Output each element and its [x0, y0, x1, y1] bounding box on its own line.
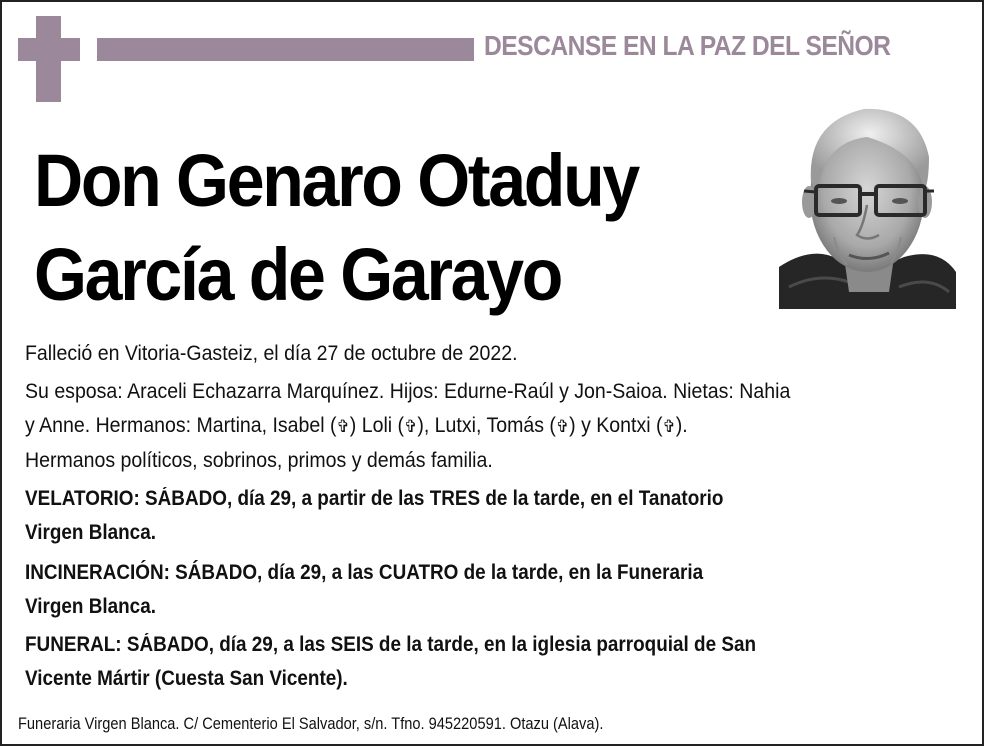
family-line-1: Su esposa: Araceli Echazarra Marquínez. Hijos: Edurne-Raúl y Jon-Saioa. Nietas: Nahia — [25, 380, 791, 403]
death-line: Falleció en Vitoria-Gasteiz, el día 27 de octubre de 2022. — [25, 342, 518, 365]
header-rule — [97, 38, 474, 61]
deceased-name — [34, 134, 638, 322]
family-line-2: y Anne. Hermanos: Martina, Isabel (✞) Loli (✞), Lutxi, Tomás (✞) y Kontxi (✞). — [25, 414, 688, 437]
portrait-image — [779, 97, 956, 309]
funeral-home-footer: Funeraria Virgen Blanca. C/ Cementerio El Salvador, s/n. Tfno. 945220591. Otazu (Alava). — [18, 714, 604, 733]
event-funeral — [25, 628, 965, 696]
event-line-1: FUNERAL: SÁBADO, día 29, a las SEIS de la tarde, en la iglesia parroquial de San — [25, 633, 757, 656]
deceased-cross-icon: ✞ — [662, 417, 676, 436]
header-tagline: DESCANSE EN LA PAZ DEL SEÑOR — [484, 30, 891, 61]
event-line-2: Vicente Mártir (Cuesta San Vicente). — [25, 667, 348, 690]
deceased-cross-icon: ✞ — [336, 417, 350, 436]
event-incineracion — [25, 556, 965, 624]
event-velatorio — [25, 482, 965, 550]
name-line-1: Don Genaro Otaduy — [34, 139, 638, 222]
event-line-1: VELATORIO: SÁBADO, día 29, a partir de las TRES de la tarde, en el Tanatorio — [25, 487, 724, 510]
name-line-2: García de Garayo — [34, 233, 562, 316]
deceased-cross-icon: ✞ — [555, 417, 570, 436]
deceased-cross-icon: ✞ — [404, 417, 418, 436]
portrait-photo — [779, 97, 956, 309]
event-line-1: INCINERACIÓN: SÁBADO, día 29, a las CUATRO de la tarde, en la Funeraria — [25, 561, 704, 584]
death-notice — [25, 337, 965, 371]
event-line-2: Virgen Blanca. — [25, 595, 156, 618]
family-block — [25, 375, 965, 478]
family-line-3: Hermanos políticos, sobrinos, primos y demás familia. — [25, 449, 493, 472]
cross-icon-arm — [18, 38, 80, 61]
event-line-2: Virgen Blanca. — [25, 521, 156, 544]
